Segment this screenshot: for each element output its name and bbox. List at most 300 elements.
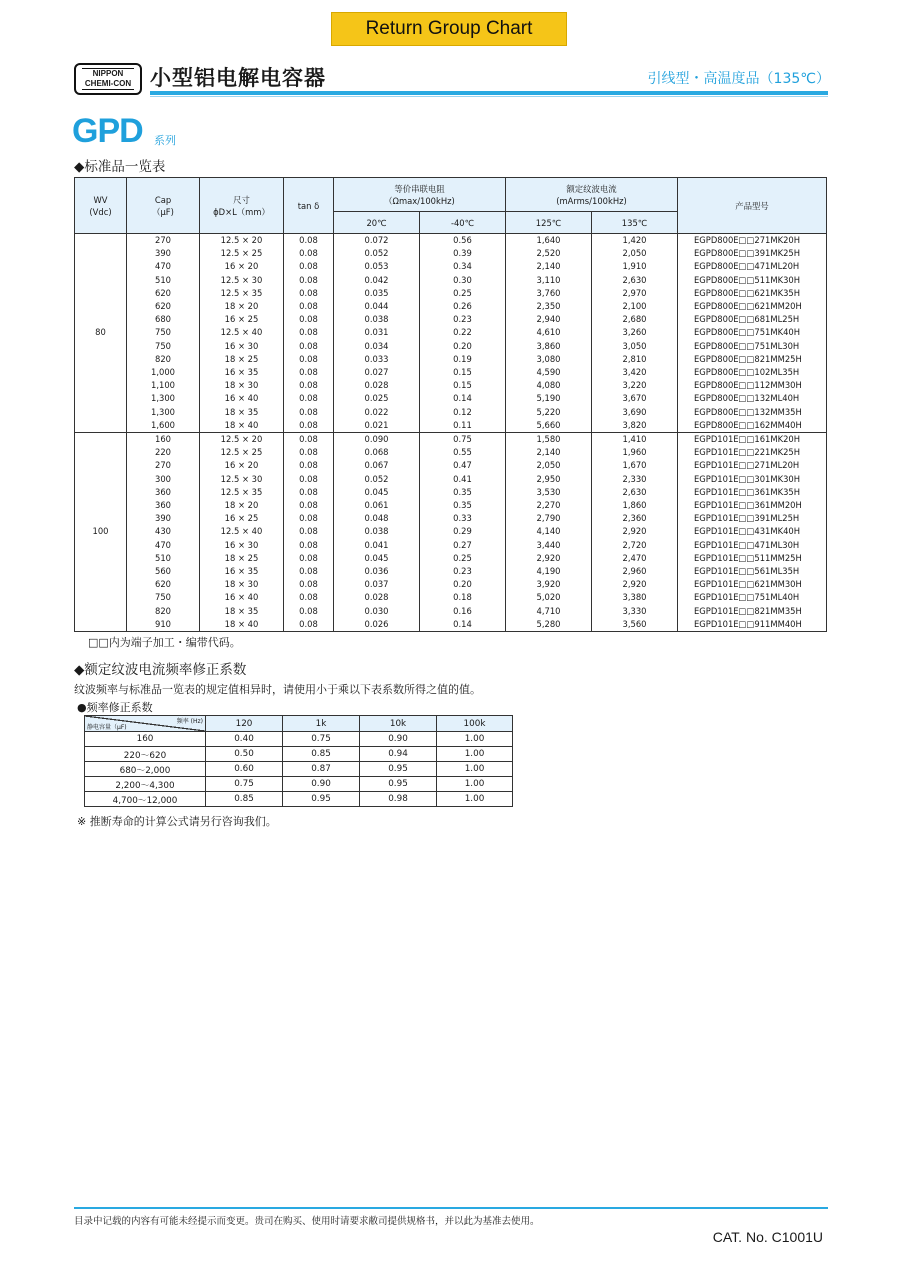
catalog-number: CAT. No. C1001U	[712, 1229, 823, 1245]
tan-cell: 0.08	[284, 446, 334, 459]
ripple-125-cell: 2,790	[506, 512, 592, 525]
coefficient-cell: 0.87	[283, 762, 360, 777]
coefficient-cell: 0.95	[283, 792, 360, 807]
table-row	[75, 473, 827, 486]
esr-m40-cell: 0.20	[420, 340, 506, 353]
coefficient-cell: 0.50	[206, 747, 283, 762]
ripple-135-cell: 3,690	[592, 406, 678, 419]
cap-cell: 220	[127, 446, 200, 459]
wv-cell: 100	[75, 433, 127, 632]
ripple-135-cell: 3,670	[592, 392, 678, 405]
part-number-cell: EGPD101E□□161MK20H	[678, 433, 827, 447]
esr-20-cell: 0.048	[334, 512, 420, 525]
esr-20-cell: 0.045	[334, 552, 420, 565]
table-row	[85, 762, 513, 777]
esr-m40-cell: 0.41	[420, 473, 506, 486]
esr-m40-cell: 0.15	[420, 379, 506, 392]
coefficient-cell: 1.00	[437, 792, 513, 807]
cap-cell: 910	[127, 618, 200, 632]
cap-cell: 270	[127, 459, 200, 472]
esr-20-cell: 0.027	[334, 366, 420, 379]
cap-cell: 620	[127, 287, 200, 300]
table-row	[75, 234, 827, 248]
capacitance-range-cell: 220～620	[85, 747, 206, 762]
col-ripple-125: 125℃	[506, 212, 592, 234]
size-cell: 12.5 × 25	[200, 247, 284, 260]
ripple-135-cell: 3,820	[592, 419, 678, 433]
tan-cell: 0.08	[284, 326, 334, 339]
cap-cell: 510	[127, 274, 200, 287]
ripple-135-cell: 2,810	[592, 353, 678, 366]
freq-100k: 100k	[437, 716, 513, 732]
part-number-cell: EGPD101E□□361MM20H	[678, 499, 827, 512]
title-rule	[150, 91, 828, 95]
ripple-125-cell: 2,920	[506, 552, 592, 565]
ripple-125-cell: 1,640	[506, 234, 592, 248]
ripple-135-cell: 3,420	[592, 366, 678, 379]
col-tan: tan δ	[284, 178, 334, 234]
cap-cell: 470	[127, 539, 200, 552]
table-row	[85, 792, 513, 807]
tan-cell: 0.08	[284, 433, 334, 447]
frequency-correction-table	[84, 715, 513, 807]
ripple-135-cell: 1,860	[592, 499, 678, 512]
table-row	[75, 591, 827, 604]
size-cell: 16 × 25	[200, 313, 284, 326]
esr-m40-cell: 0.20	[420, 578, 506, 591]
standard-products-table	[74, 177, 827, 632]
size-cell: 16 × 20	[200, 459, 284, 472]
part-number-cell: EGPD101E□□471ML30H	[678, 539, 827, 552]
esr-m40-cell: 0.19	[420, 353, 506, 366]
ripple-135-cell: 2,100	[592, 300, 678, 313]
esr-m40-cell: 0.23	[420, 565, 506, 578]
esr-m40-cell: 0.56	[420, 234, 506, 248]
esr-20-cell: 0.052	[334, 247, 420, 260]
esr-20-cell: 0.026	[334, 618, 420, 632]
esr-m40-cell: 0.14	[420, 618, 506, 632]
cap-cell: 820	[127, 605, 200, 618]
footer-disclaimer: 目录中记载的内容有可能未经提示而变更。贵司在购买、使用时请要求敝司提供规格书，并以此为基准去使用。	[74, 1216, 540, 1227]
corner-header	[85, 716, 206, 732]
size-cell: 16 × 40	[200, 591, 284, 604]
table-row	[75, 565, 827, 578]
esr-m40-cell: 0.26	[420, 300, 506, 313]
size-cell: 18 × 30	[200, 578, 284, 591]
coefficient-cell: 1.00	[437, 777, 513, 792]
tan-cell: 0.08	[284, 234, 334, 248]
ripple-135-cell: 1,670	[592, 459, 678, 472]
coefficient-cell: 0.95	[360, 762, 437, 777]
size-cell: 12.5 × 30	[200, 473, 284, 486]
series-name: GPD	[72, 112, 143, 150]
table-row	[75, 419, 827, 433]
col-wv: WV (Vdc)	[75, 178, 127, 234]
cap-cell: 430	[127, 525, 200, 538]
tan-cell: 0.08	[284, 300, 334, 313]
wv-cell: 80	[75, 234, 127, 433]
esr-m40-cell: 0.39	[420, 247, 506, 260]
ripple-125-cell: 4,710	[506, 605, 592, 618]
cap-cell: 820	[127, 353, 200, 366]
cap-cell: 1,300	[127, 406, 200, 419]
part-number-cell: EGPD101E□□301MK30H	[678, 473, 827, 486]
esr-20-cell: 0.035	[334, 287, 420, 300]
esr-20-cell: 0.072	[334, 234, 420, 248]
cap-cell: 560	[127, 565, 200, 578]
cap-cell: 470	[127, 260, 200, 273]
size-cell: 16 × 35	[200, 565, 284, 578]
tan-cell: 0.08	[284, 473, 334, 486]
esr-20-cell: 0.022	[334, 406, 420, 419]
cap-cell: 1,000	[127, 366, 200, 379]
coefficient-cell: 0.94	[360, 747, 437, 762]
size-cell: 12.5 × 40	[200, 525, 284, 538]
col-part: 产品型号	[678, 178, 827, 234]
return-group-chart-button[interactable]: Return Group Chart	[331, 12, 567, 46]
esr-20-cell: 0.036	[334, 565, 420, 578]
ripple-135-cell: 1,420	[592, 234, 678, 248]
table-row	[75, 340, 827, 353]
part-number-cell: EGPD800E□□621MM20H	[678, 300, 827, 313]
esr-m40-cell: 0.29	[420, 525, 506, 538]
table-row	[75, 525, 827, 538]
part-number-cell: EGPD800E□□511MK30H	[678, 274, 827, 287]
part-number-cell: EGPD101E□□561ML35H	[678, 565, 827, 578]
footer-rule	[74, 1207, 828, 1209]
size-cell: 12.5 × 40	[200, 326, 284, 339]
freq-1k: 1k	[283, 716, 360, 732]
cap-cell: 620	[127, 578, 200, 591]
table-row	[75, 274, 827, 287]
cap-cell: 360	[127, 499, 200, 512]
cap-cell: 750	[127, 591, 200, 604]
ripple-125-cell: 2,520	[506, 247, 592, 260]
capacitance-range-cell: 160	[85, 732, 206, 747]
esr-m40-cell: 0.16	[420, 605, 506, 618]
esr-20-cell: 0.033	[334, 353, 420, 366]
capacitance-range-cell: 680～2,000	[85, 762, 206, 777]
corner-frequency-label: 频率 (Hz)	[176, 718, 203, 725]
ripple-135-cell: 2,920	[592, 525, 678, 538]
size-cell: 18 × 25	[200, 552, 284, 565]
tan-cell: 0.08	[284, 618, 334, 632]
coefficient-cell: 0.75	[283, 732, 360, 747]
life-formula-note: ※ 推断寿命的计算公式请另行咨询我们。	[77, 815, 277, 828]
ripple-125-cell: 3,440	[506, 539, 592, 552]
ripple-135-cell: 3,560	[592, 618, 678, 632]
table-row	[75, 392, 827, 405]
tan-cell: 0.08	[284, 340, 334, 353]
table-row	[75, 300, 827, 313]
table-row	[75, 379, 827, 392]
ripple-135-cell: 2,680	[592, 313, 678, 326]
table-row	[75, 512, 827, 525]
part-number-cell: EGPD800E□□271MK20H	[678, 234, 827, 248]
esr-m40-cell: 0.75	[420, 433, 506, 447]
table-row	[75, 446, 827, 459]
part-number-cell: EGPD800E□□751ML30H	[678, 340, 827, 353]
part-number-cell: EGPD101E□□911MM40H	[678, 618, 827, 632]
part-number-cell: EGPD800E□□132MM35H	[678, 406, 827, 419]
ripple-125-cell: 3,530	[506, 486, 592, 499]
esr-20-cell: 0.044	[334, 300, 420, 313]
tan-cell: 0.08	[284, 459, 334, 472]
table-row	[75, 539, 827, 552]
ripple-125-cell: 2,940	[506, 313, 592, 326]
part-number-cell: EGPD800E□□112MM30H	[678, 379, 827, 392]
tan-cell: 0.08	[284, 287, 334, 300]
ripple-125-cell: 5,660	[506, 419, 592, 433]
part-number-cell: EGPD101E□□391ML25H	[678, 512, 827, 525]
ripple-125-cell: 5,220	[506, 406, 592, 419]
ripple-125-cell: 3,760	[506, 287, 592, 300]
size-cell: 18 × 25	[200, 353, 284, 366]
coefficient-cell: 0.40	[206, 732, 283, 747]
ripple-125-cell: 2,050	[506, 459, 592, 472]
table-row	[75, 433, 827, 447]
logo-line-1: NIPPON	[92, 69, 124, 78]
part-number-cell: EGPD101E□□511MM25H	[678, 552, 827, 565]
ripple-125-cell: 4,190	[506, 565, 592, 578]
ripple-section-heading: ◆额定纹波电流频率修正系数	[74, 662, 247, 678]
part-number-cell: EGPD800E□□471ML20H	[678, 260, 827, 273]
size-cell: 18 × 40	[200, 419, 284, 433]
esr-m40-cell: 0.22	[420, 326, 506, 339]
cap-cell: 270	[127, 234, 200, 248]
tan-cell: 0.08	[284, 552, 334, 565]
ripple-135-cell: 2,360	[592, 512, 678, 525]
ripple-description: 纹波频率与标准品一览表的规定值相异时，请使用小于乘以下表系数所得之值的值。	[74, 683, 481, 696]
cap-cell: 750	[127, 326, 200, 339]
tan-cell: 0.08	[284, 353, 334, 366]
ripple-135-cell: 3,260	[592, 326, 678, 339]
part-number-cell: EGPD800E□□621MK35H	[678, 287, 827, 300]
size-cell: 16 × 40	[200, 392, 284, 405]
esr-m40-cell: 0.27	[420, 539, 506, 552]
frequency-table-title: ●频率修正系数	[77, 701, 153, 714]
tan-cell: 0.08	[284, 313, 334, 326]
ripple-135-cell: 3,330	[592, 605, 678, 618]
esr-20-cell: 0.045	[334, 486, 420, 499]
table-row	[75, 618, 827, 632]
freq-120: 120	[206, 716, 283, 732]
cap-cell: 1,100	[127, 379, 200, 392]
part-number-cell: EGPD800E□□132ML40H	[678, 392, 827, 405]
table-row	[85, 777, 513, 792]
esr-m40-cell: 0.11	[420, 419, 506, 433]
col-esr: 等价串联电阻 （Ωmax/100kHz)	[334, 178, 506, 212]
table-row	[75, 605, 827, 618]
ripple-125-cell: 3,860	[506, 340, 592, 353]
table-row	[75, 499, 827, 512]
ripple-125-cell: 4,610	[506, 326, 592, 339]
esr-20-cell: 0.028	[334, 591, 420, 604]
part-number-cell: EGPD101E□□221MK25H	[678, 446, 827, 459]
ripple-135-cell: 1,410	[592, 433, 678, 447]
tan-cell: 0.08	[284, 247, 334, 260]
esr-m40-cell: 0.33	[420, 512, 506, 525]
esr-m40-cell: 0.23	[420, 313, 506, 326]
tan-cell: 0.08	[284, 578, 334, 591]
part-number-cell: EGPD800E□□391MK25H	[678, 247, 827, 260]
esr-20-cell: 0.068	[334, 446, 420, 459]
ripple-125-cell: 3,920	[506, 578, 592, 591]
esr-m40-cell: 0.35	[420, 486, 506, 499]
company-logo	[74, 63, 142, 95]
esr-20-cell: 0.067	[334, 459, 420, 472]
esr-20-cell: 0.038	[334, 313, 420, 326]
esr-20-cell: 0.090	[334, 433, 420, 447]
esr-m40-cell: 0.12	[420, 406, 506, 419]
ripple-125-cell: 2,950	[506, 473, 592, 486]
cap-cell: 360	[127, 486, 200, 499]
cap-cell: 1,300	[127, 392, 200, 405]
standard-table-heading: ◆标准品一览表	[74, 159, 166, 175]
ripple-135-cell: 2,470	[592, 552, 678, 565]
ripple-125-cell: 5,280	[506, 618, 592, 632]
table-row	[75, 578, 827, 591]
capacitance-range-cell: 2,200～4,300	[85, 777, 206, 792]
part-number-cell: EGPD101E□□431MK40H	[678, 525, 827, 538]
ripple-125-cell: 2,140	[506, 446, 592, 459]
standard-table-body	[75, 234, 827, 632]
ripple-125-cell: 4,590	[506, 366, 592, 379]
cap-cell: 160	[127, 433, 200, 447]
table-row	[75, 552, 827, 565]
esr-m40-cell: 0.35	[420, 499, 506, 512]
part-number-cell: EGPD800E□□162MM40H	[678, 419, 827, 433]
cap-cell: 390	[127, 247, 200, 260]
ripple-125-cell: 4,140	[506, 525, 592, 538]
ripple-135-cell: 2,920	[592, 578, 678, 591]
part-number-cell: EGPD101E□□271ML20H	[678, 459, 827, 472]
cap-cell: 620	[127, 300, 200, 313]
table-row	[75, 287, 827, 300]
terminal-code-note: □□内为端子加工・编带代码。	[88, 636, 241, 649]
capacitance-range-cell: 4,700～12,000	[85, 792, 206, 807]
esr-20-cell: 0.061	[334, 499, 420, 512]
col-cap: Cap （μF)	[127, 178, 200, 234]
coefficient-cell: 0.85	[206, 792, 283, 807]
ripple-125-cell: 1,580	[506, 433, 592, 447]
part-number-cell: EGPD800E□□821MM25H	[678, 353, 827, 366]
esr-20-cell: 0.042	[334, 274, 420, 287]
page-subtitle: 引线型・高温度品（135℃）	[647, 71, 830, 87]
ripple-135-cell: 3,220	[592, 379, 678, 392]
frequency-table-body	[85, 732, 513, 807]
ripple-135-cell: 2,630	[592, 274, 678, 287]
col-esr-m40: -40℃	[420, 212, 506, 234]
esr-20-cell: 0.028	[334, 379, 420, 392]
ripple-125-cell: 2,140	[506, 260, 592, 273]
size-cell: 12.5 × 20	[200, 234, 284, 248]
tan-cell: 0.08	[284, 486, 334, 499]
esr-m40-cell: 0.47	[420, 459, 506, 472]
esr-20-cell: 0.030	[334, 605, 420, 618]
tan-cell: 0.08	[284, 406, 334, 419]
table-row	[75, 353, 827, 366]
esr-20-cell: 0.052	[334, 473, 420, 486]
esr-m40-cell: 0.34	[420, 260, 506, 273]
tan-cell: 0.08	[284, 539, 334, 552]
part-number-cell: EGPD800E□□102ML35H	[678, 366, 827, 379]
table-row	[75, 459, 827, 472]
ripple-135-cell: 3,050	[592, 340, 678, 353]
size-cell: 16 × 30	[200, 340, 284, 353]
esr-20-cell: 0.037	[334, 578, 420, 591]
table-row	[75, 313, 827, 326]
ripple-125-cell: 4,080	[506, 379, 592, 392]
cap-cell: 510	[127, 552, 200, 565]
table-row	[75, 406, 827, 419]
series-suffix: 系列	[154, 134, 176, 147]
esr-20-cell: 0.021	[334, 419, 420, 433]
tan-cell: 0.08	[284, 565, 334, 578]
coefficient-cell: 1.00	[437, 762, 513, 777]
size-cell: 12.5 × 20	[200, 433, 284, 447]
tan-cell: 0.08	[284, 379, 334, 392]
esr-20-cell: 0.038	[334, 525, 420, 538]
cap-cell: 750	[127, 340, 200, 353]
esr-20-cell: 0.025	[334, 392, 420, 405]
coefficient-cell: 1.00	[437, 747, 513, 762]
ripple-135-cell: 2,330	[592, 473, 678, 486]
size-cell: 18 × 20	[200, 499, 284, 512]
cap-cell: 680	[127, 313, 200, 326]
ripple-125-cell: 3,110	[506, 274, 592, 287]
size-cell: 18 × 40	[200, 618, 284, 632]
size-cell: 18 × 30	[200, 379, 284, 392]
tan-cell: 0.08	[284, 274, 334, 287]
coefficient-cell: 0.90	[360, 732, 437, 747]
tan-cell: 0.08	[284, 605, 334, 618]
part-number-cell: EGPD800E□□751MK40H	[678, 326, 827, 339]
tan-cell: 0.08	[284, 499, 334, 512]
part-number-cell: EGPD101E□□361MK35H	[678, 486, 827, 499]
col-ripple-135: 135℃	[592, 212, 678, 234]
ripple-135-cell: 2,630	[592, 486, 678, 499]
esr-m40-cell: 0.55	[420, 446, 506, 459]
esr-20-cell: 0.034	[334, 340, 420, 353]
table-row	[75, 366, 827, 379]
table-row	[75, 260, 827, 273]
esr-20-cell: 0.031	[334, 326, 420, 339]
esr-20-cell: 0.053	[334, 260, 420, 273]
size-cell: 12.5 × 25	[200, 446, 284, 459]
coefficient-cell: 0.85	[283, 747, 360, 762]
tan-cell: 0.08	[284, 392, 334, 405]
freq-10k: 10k	[360, 716, 437, 732]
table-row	[75, 247, 827, 260]
cap-cell: 1,600	[127, 419, 200, 433]
ripple-135-cell: 3,380	[592, 591, 678, 604]
ripple-135-cell: 2,720	[592, 539, 678, 552]
size-cell: 16 × 35	[200, 366, 284, 379]
size-cell: 12.5 × 30	[200, 274, 284, 287]
table-row	[75, 326, 827, 339]
coefficient-cell: 0.95	[360, 777, 437, 792]
tan-cell: 0.08	[284, 260, 334, 273]
tan-cell: 0.08	[284, 512, 334, 525]
size-cell: 18 × 20	[200, 300, 284, 313]
size-cell: 12.5 × 35	[200, 486, 284, 499]
size-cell: 18 × 35	[200, 605, 284, 618]
ripple-135-cell: 2,970	[592, 287, 678, 300]
esr-m40-cell: 0.18	[420, 591, 506, 604]
coefficient-cell: 1.00	[437, 732, 513, 747]
cap-cell: 300	[127, 473, 200, 486]
